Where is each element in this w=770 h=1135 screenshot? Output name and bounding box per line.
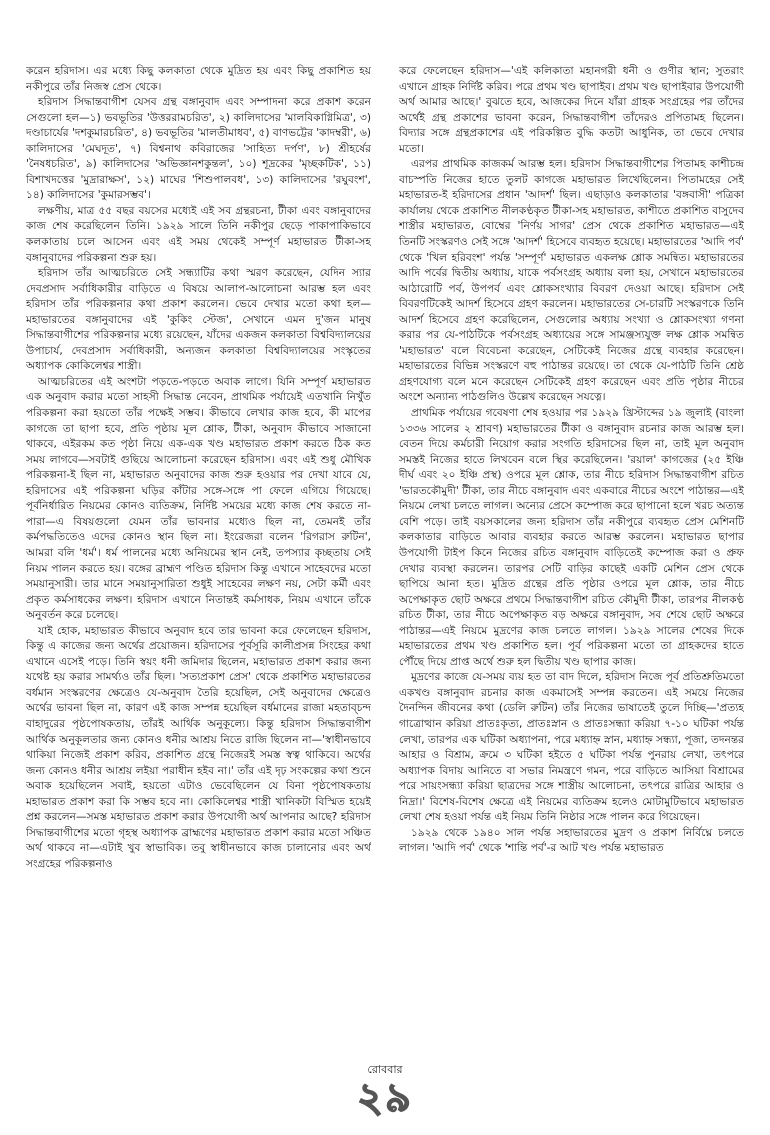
paragraph: হরিদাস তাঁর আত্মচরিতে সেই সন্ধ্যাটির কথা স্মরণ করেছেন, যেদিন স্যার দেবপ্রসাদ সর্বাধিকারীর বাড়িতে এ বিষয়ে আলাপ-আলোচনা আরম্ভ হল এবং হরিদাস তাঁর পরিকল্পনার কথা প্রকাশ করলেন। ভেবে দেখার মতো কথা হল—মহাভারতের বঙ্গানুবাদের এই 'কুকিং স্টেজ', সেখানে এমন দু'জন মানুষ সিদ্ধান্তবাগীশের পরিকল্পনার মধ্যে রয়েছেন, যাঁদের একজন কলকাতা বিশ্ববিদ্যালয়ের উপাচার্য, দেবপ্রসাদ সর্বাধিকারী, অন্যজন কলকাতা বিশ্ববিদ্যালয়ের সংস্কৃতের অধ্যাপক কোকিলেশ্বর শাস্ত্রী।	[26, 267, 371, 373]
page-number: ২৯	[357, 1074, 413, 1121]
page-footer	[0, 1063, 770, 1119]
paragraph: আত্মচরিতের এই অংশটা পড়তে-পড়তে অবাক লাগে। যিনি সম্পূর্ণ মহাভারত এক অনুবাদ করার মতো সাহসী সিদ্ধান্ত নেবেন, প্রাথমিক পর্যায়েই এতখানি নিখুঁত পরিকল্পনা করা হয়তো তাঁর পক্ষেই সম্ভব। কীভাবে লেখার কাজ হবে, কী মাপের কাগজে তা ছাপা হবে, প্রতি পৃষ্ঠায় মূল শ্লোক, টীকা, অনুবাদ কীভাবে সাজানো থাকবে, এইরকম কত পৃষ্ঠা নিয়ে এক-এক খণ্ড মহাভারত প্রকাশ করতে ঠিক কত সময় লাগবে—সবটাই গুছিয়ে আলোচনা করেছেন হরিদাস। এবং এই শুধু মৌখিক পরিকল্পনা-ই ছিল না, মহাভারত অনুবাদের কাজ শুরু হওয়ার পর দেখা যাবে যে, হরিদাসের এই পরিকল্পনা ঘড়ির কাঁটার সঙ্গে-সঙ্গে পা ফেলে এগিয়ে গিয়েছে। পূর্বনির্ধারিত নিয়মের কোনও ব্যতিক্রম, নির্দিষ্ট সময়ের মধ্যে কাজ শেষ করতে না-পারা—এ বিষয়গুলো যেমন তাঁর ভাবনার মধ্যেও ছিল না, তেমনই তাঁর কর্মপদ্ধতিতেও এদের কোনও স্থান ছিল না। ইংরেজরা বলেন 'রিগরাস রুটিন', আমরা বলি 'ধর্ম'। ধর্ম পালনের মধ্যে অনিয়মের স্থান নেই, তপস্যার কৃচ্ছতায় সেই নিয়ম পালন করতে হয়। বঙ্গের ব্রাহ্মণ পণ্ডিত হরিদাস কিন্তু এখানে সাহেবদের মতো সময়ানুসারী। তার মানে সময়ানুসারিতা শুধুই সাহেবের লক্ষণ নয়, সেটা কর্মী এবং প্রকৃত কর্মসাধকের লক্ষণ। হরিদাস এখানে নিতান্তই কর্মসাধক, নিয়ম এখানে তাঁকে অনুবর্তন করে চলেছে।	[26, 375, 371, 622]
paragraph: হরিদাস সিদ্ধান্তবাগীশ যেসব গ্রন্থ বঙ্গানুবাদ এবং সম্পাদনা করে প্রকাশ করেন সেগুলো হল—১) ভবভূতির 'উত্তররামচরিত', ২) কালিদাসের 'মালবিকাগ্নিমিত্র', ৩) দণ্ডাচার্যের 'দশকুমারচরিত', ৪) ভবভূতির 'মালতীমাধব', ৫) বাণভট্টের 'কাদম্বরী', ৬) কালিদাসের 'মেঘদূত', ৭) বিশ্বনাথ কবিরাজের 'সাহিত্য দর্পণ', ৮) শ্রীহর্ষের 'নৈষধচরিত', ৯) কালিদাসের 'অভিজ্ঞানশকুন্তল', ১০) শূদ্রকের 'মৃচ্ছকটিক', ১১) বিশাখদত্তের 'মুদ্রারাক্ষস', ১২) মাঘের 'শিশুপালবধ', ১৩) কালিদাসের 'রঘুবংশ', ১৪) কালিদাসের 'কুমারসম্ভব'।	[26, 96, 371, 202]
paragraph: মুদ্রণের কাজে যে-সময় ব্যয় হত তা বাদ দিলে, হরিদাস নিজে পূর্ব প্রতিশ্রুতিমতো একখণ্ড বঙ্গানুবাদ রচনার কাজ একমাসেই সম্পন্ন করতেন। এই সময়ে নিজের দৈনন্দিন জীবনের কথা (ডেলি রুটিন) তাঁর নিজের ভাষাতেই তুলে দিচ্ছি—'প্রত্যহ গাত্রোত্থান করিয়া প্রাতঃকৃত্য, প্রাতঃস্নান ও প্রাতঃসন্ধ্যা করিয়া ৭-১০ ঘটিকা পর্যন্ত লেখা, তারপর এক ঘটিকা অধ্যাপনা, পরে মধ্যাহ্ন স্নান, মধ্যাহ্ন সন্ধ্যা, পূজা, তদনন্তর আহার ও বিশ্রাম, ক্রমে ৩ ঘটিকা হইতে ৫ ঘটিকা পর্যন্ত পুনরায় লেখা, তৎপরে অধ্যাপক বিদায় আনিতে বা সভার নিমন্ত্রণে গমন, পরে বাড়িতে আসিয়া বিশ্রামের পরে সায়ংসন্ধ্যা করিয়া ছাত্রদের সঙ্গে শাস্ত্রীয় আলোচনা, তৎপরে রাত্রির আহার ও নিদ্রা।' বিশেষ-বিশেষ ক্ষেত্রে এই নিয়মের ব্যতিক্রম হলেও মোটামুটিভাবে মহাভারত লেখা শেষ হওয়া পর্যন্ত এই নিয়ম তিনি নিষ্ঠার সঙ্গে পালন করে গিয়েছেন।	[399, 671, 744, 824]
paragraph: করে ফেলেছেন হরিদাস—'এই কলিকাতা মহানগরী ধনী ও গুণীর স্থান; সুতরাং এখানে গ্রাহক নির্দিষ্ট করিব। পরে প্রথম খণ্ড ছাপাইব। প্রথম খণ্ড ছাপাইবার উপযোগী অর্থ আমার আছে।' বুঝতে হবে, আজকের দিনে যাঁরা গ্রাহক সংগ্রহের পর তাঁদের অর্থেই গ্রন্থ প্রকাশের ভাবনা করেন, সিদ্ধান্তবাগীশ তাঁদেরও প্রপিতামহ ছিলেন। বিদ্যার সঙ্গে গ্রন্থপ্রকাশের এই পরিকল্পিত বুদ্ধি কতটা আধুনিক, তা ভেবে দেখার মতো।	[399, 65, 744, 155]
paragraph: প্রাথমিক পর্যায়ের গবেষণা শেষ হওয়ার পর ১৯২৯ খ্রিস্টাব্দের ১৯ জুলাই (বাংলা ১৩৩৬ সালের ২ শ্রাবণ) মহাভারতের টীকা ও বঙ্গানুবাদ রচনার কাজ আরম্ভ হল। বেতন দিয়ে কর্মচারী নিয়োগ করার সংগতি হরিদাসের ছিল না, তাই মূল অনুবাদ সমস্তই নিজের হাতে লিখবেন বলে স্থির করেছিলেন। 'রয়াল' কাগজের (২৫ ইঞ্চি দীর্ঘ এবং ২০ ইঞ্চি প্রস্থ) ওপরে মূল শ্লোক, তার নীচে হরিদাস সিদ্ধান্তবাগীশ রচিত 'ভারতকৌমুদী' টীকা, তার নীচে বঙ্গানুবাদ এবং একবারে নীচের অংশে পাঠান্তর—এই নিয়মে লেখা চলতে লাগল। অন্যের প্রেসে কম্পোজ করে ছাপানো হলে খরচ অত্যন্ত বেশি পড়ে। তাই বয়সকালের জন্য হরিদাস তাঁর নকীপুরে ব্যবহৃত প্রেস মেশিনটি কলকাতার বাড়িতে আবার ব্যবহার করতে আরম্ভ করলেন। মহাভারত ছাপার উপযোগী টাইপ কিনে নিজের রচিত বঙ্গানুবাদ বাড়িতেই কম্পোজ করা ও প্রুফ দেখার ব্যবস্থা করলেন। তারপর সেটি বাড়ির কাছেই একটি মেশিন প্রেস থেকে ছাপিয়ে আনা হত। মুদ্রিত গ্রন্থের প্রতি পৃষ্ঠার ওপরে মূল শ্লোক, তার নীচে অপেক্ষাকৃত ছোট অক্ষরে প্রথমে সিদ্ধান্তবাগীশ রচিত কৌমুদী টীকা, তারপর নীলকণ্ঠ রচিত টীকা, তার নীচে অপেক্ষাকৃত বড় অক্ষরে বঙ্গানুবাদ, সব শেষে ছোট অক্ষরে পাঠান্তর—এই নিয়মে মুদ্রণের কাজ চলতে লাগল। ১৯২৯ সালের শেষের দিকে মহাভারতের প্রথম খণ্ড প্রকাশিত হল। পূর্ব পরিকল্পনা মতো তা গ্রাহকদের হাতে পৌঁছে দিয়ে প্রাপ্ত অর্থে শুরু হল দ্বিতীয় খণ্ড ছাপার কাজ।	[399, 407, 744, 668]
paragraph: যাই হোক, মহাভারত কীভাবে অনুবাদ হবে তার ভাবনা করে ফেলেছেন হরিদাস, কিন্তু এ কাজের জন্য অর্থের প্রয়োজন। হরিদাসের পূর্বসূরি কালীপ্রসন্ন সিংহের কথা এখানে এসেই পড়ে। তিনি স্বয়ং ধনী জমিদার ছিলেন, মহাভারত প্রকাশ করার জন্য যথেষ্ট হয় করার সামর্থ্যও তাঁর ছিল। 'সত্যপ্রকাশ প্রেস' থেকে প্রকাশিত মহাভারতের বর্ধমান সংস্করণের ক্ষেত্রেও যে-অনুবাদ তৈরি হয়েছিল, সেই অনুবাদের ক্ষেত্রেও অর্থের ভাবনা ছিল না, কারণ এই কাজ সম্পন্ন হয়েছিল বর্ধমানের রাজা মহতাব্‌চন্দ বাহাদুরের পৃষ্ঠপোষকতায়, তাঁরই আর্থিক অনুকূল্যে। কিন্তু হরিদাস সিদ্ধান্তবাগীশ আর্থিক অনুকূলতার জন্য কোনও ধনীর আশ্রয় নিতে রাজি ছিলেন না—'স্বাধীনভাবে থাকিয়া নিজেই প্রকাশ করিব, প্রকাশিত গ্রন্থে নিজেরই সমস্ত স্বত্ব থাকিবে। অর্থের জন্য কোনও ধনীর আশ্রয় লইয়া পরাধীন হইব না।' তাঁর এই দৃঢ় সংকল্পের কথা শুনে অবাক হয়েছিলেন সবাই, হয়তো এটাও ভেবেছিলেন যে বিনা পৃষ্ঠপোষকতায় মহাভারত প্রকাশ করা কি সম্ভব হবে না। কোকিলেশ্বর শাস্ত্রী খানিকটা বিস্মিত হয়েই প্রশ্ন করলেন—সমস্ত মহাভারত প্রকাশ করার উপযোগী অর্থ আপনার আছে? হরিদাস সিদ্ধান্তবাগীশের মতো গৃহস্থ অধ্যাপক ব্রাহ্মণের মহাভারত প্রকাশ করার মতো সঞ্চিত অর্থ থাকবে না—এটাই খুব স্বাভাবিক। তবু স্বাধীনভাবে কাজ চালানোর এবং অর্থ সংগ্রহের পরিকল্পনাও	[26, 624, 371, 870]
left-column	[26, 64, 371, 1052]
paragraph: করেন হরিদাস। এর মধ্যে কিছু কলকাতা থেকে মুদ্রিত হয় এবং কিছু প্রকাশিত হয় নকীপুরে তাঁর নিজস্ব প্রেস থেকে।	[26, 65, 371, 93]
paragraph: এরপর প্রাথমিক কাজকর্ম আরম্ভ হল। হরিদাস সিদ্ধান্তবাগীশের পিতামহ কাশীচন্দ্র বাচস্পতি নিজের হাতে তুলট কাগজে মহাভারত লিখেছিলেন। পিতামহের সেই মহাভারত-ই হরিদাসের প্রধান 'আদর্শ' ছিল। এছাড়াও কলকাতার 'বঙ্গবাসী' পত্রিকা কার্যালয় থেকে প্রকাশিত নীলকণ্ঠকৃত টীকা-সহ মহাভারত, কাশীতে প্রকাশিত বাসুদেব শাস্ত্রীর মহাভারত, বোম্বের 'নির্ণয় সাগর' প্রেস থেকে প্রকাশিত মহাভারত—এই তিনটি সংস্করণও সেই সঙ্গে 'আদর্শ' হিসেবে ব্যবহৃত হয়েছে। মহাভারতের 'আদি পর্ব' থেকে 'খিল হরিবংশ' পর্যন্ত 'সম্পূর্ণ' মহাভারত একলক্ষ শ্লোক সমন্বিত। মহাভারতের আদি পর্বের দ্বিতীয় অধ্যায়, যাকে পর্বসংগ্রহ অধ্যায় বলা হয়, সেখানে মহাভারতের আঠারোটি পর্ব, উপপর্ব এবং শ্লোকসংখ্যার বিবরণ দেওয়া আছে। হরিদাস সেই বিবরণটিকেই আদর্শ হিসেবে গ্রহণ করলেন। মহাভারতের সে-চারটি সংস্করণকে তিনি আদর্শ হিসেবে গ্রহণ করেছিলেন, সেগুলোর অধ্যায় সংখ্যা ও শ্লোকসংখ্যা গণনা করার পর যে-পাঠটিকে পর্বসংগ্রহ অধ্যায়ের সঙ্গে সামঞ্জস্যযুক্ত লক্ষ শ্লোক সমন্বিত 'মহাভারত' বলে বিবেচনা করেছেন, সেটিকেই নিজের গ্রন্থে ব্যবহার করেছেন। মহাভারতের বিভিন্ন সংস্করণে বহু পাঠান্তর রয়েছে। তা থেকে যে-পাঠটি তিনি শ্রেষ্ঠ গ্রহণযোগ্য বলে মনে করেছেন সেটিকেই গ্রহণ করেছেন এবং প্রতি পৃষ্ঠার নীচের অংশে অন্যান্য পাঠগুলিও উল্লেখ করেছেন সযত্নে।	[399, 158, 744, 404]
magazine-name: রোববার	[367, 1063, 403, 1076]
right-column	[399, 64, 744, 1052]
paragraph: লক্ষণীয়, মাত্র ৫৫ বছর বয়সের মধ্যেই এই সব গ্রন্থরচনা, টীকা এবং বঙ্গানুবাদের কাজ শেষ করেছিলেন তিনি। ১৯২৯ সালে তিনি নকীপুর ছেড়ে পাকাপাকিভাবে কলকাতায় চলে আসেন এবং এই সময় থেকেই সম্পূর্ণ মহাভারত টীকা-সহ বঙ্গানুবাদের পরিকল্পনা শুরু হয়।	[26, 204, 371, 264]
paragraph: ১৯২৯ থেকে ১৯৪০ সাল পর্যন্ত সহাভারতের মুদ্রণ ও প্রকাশ নির্বিঘ্নে চলতে লাগল। 'আদি পর্ব' থেকে 'শান্তি পর্ব'-র আট খণ্ড পর্যন্ত মহাভারত	[399, 826, 744, 855]
article-body	[26, 64, 744, 1052]
